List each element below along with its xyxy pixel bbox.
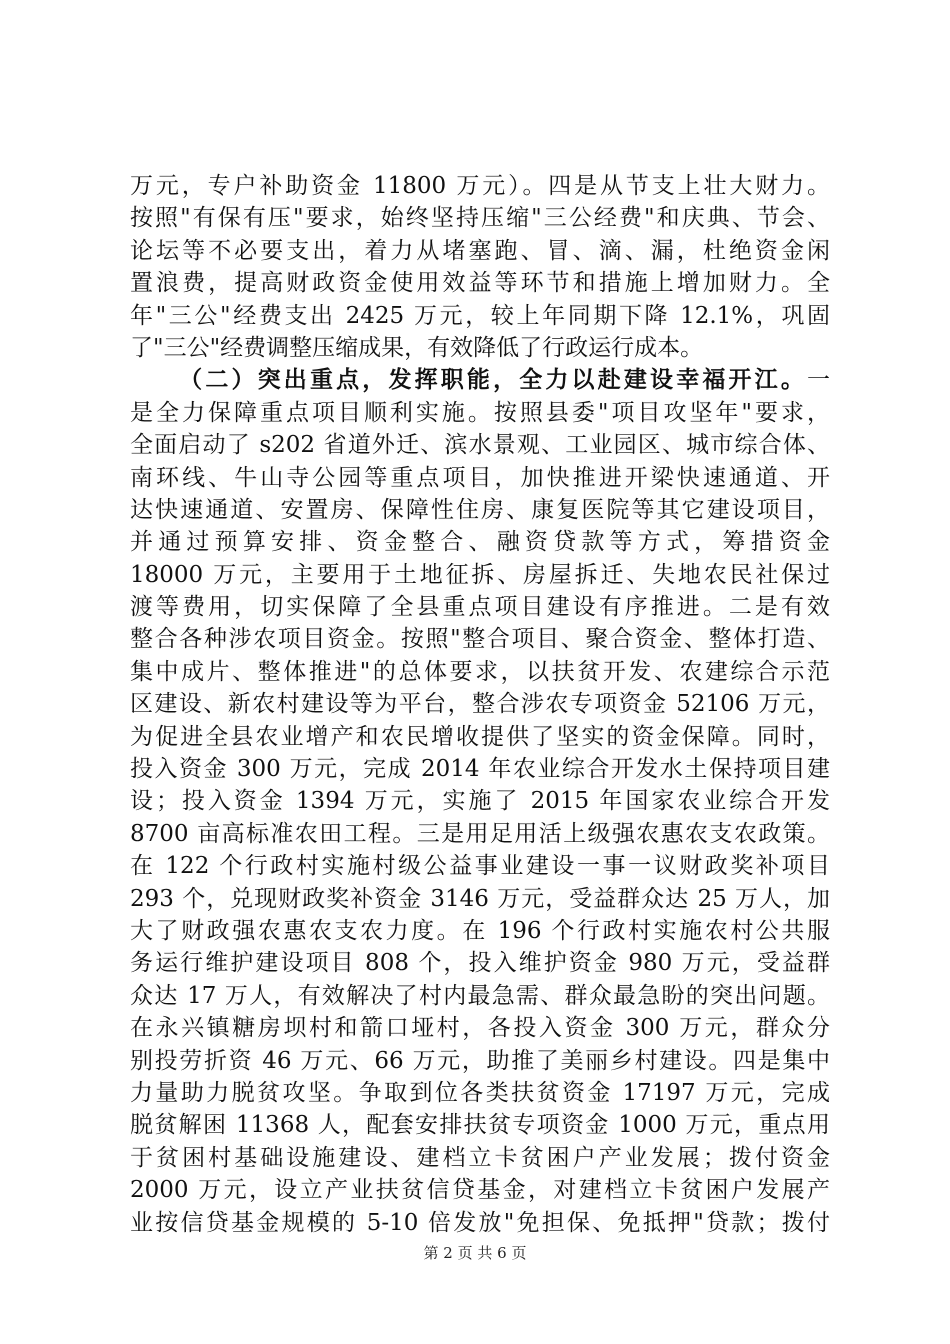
text-line: 并通过预算安排、资金整合、融资贷款等方式，筹措资金 [130,529,830,556]
text-line: 2000 万元，设立产业扶贫信贷基金，对建档立卡贫困户发展产 [130,1177,830,1204]
text-line: 力量助力脱贫攻坚。争取到位各类扶贫资金 17197 万元，完成 [130,1079,830,1106]
body-text [130,170,830,1239]
text-line: 8700 亩高标准农田工程。三是用足用活上级强农惠农支农政策。 [130,820,830,847]
text-line: 在永兴镇糖房坝村和箭口垭村，各投入资金 300 万元，群众分 [130,1015,830,1042]
text-line: 整合各种涉农项目资金。按照"整合项目、聚合资金、整体打造、 [130,626,830,653]
text-line: 脱贫解困 11368 人，配套安排扶贫专项资金 1000 万元，重点用 [130,1112,830,1139]
section-heading: （二）突出重点，发挥职能，全力以赴建设幸福开江。 [176,366,807,394]
text-line: 渡等费用，切实保障了全县重点项目建设有序推进。二是有效 [130,594,830,621]
text-line: 务运行维护建设项目 808 个，投入维护资金 980 万元，受益群 [130,950,830,977]
text-line: 集中成片、整体推进"的总体要求，以扶贫开发、农建综合示范 [130,658,830,685]
text-line: 万元，专户补助资金 11800 万元）。四是从节支上壮大财力。 [130,173,830,199]
text-line: 在 122 个行政村实施村级公益事业建设一事一议财政奖补项目 [130,853,830,880]
text-line: 于贫困村基础设施建设、建档立卡贫困户产业发展；拨付资金 [130,1144,830,1171]
text-line: 论坛等不必要支出，着力从堵塞跑、冒、滴、漏，杜绝资金闲 [130,237,830,264]
text-line: 293 个，兑现财政奖补资金 3146 万元，受益群众达 25 万人，加 [130,885,830,912]
text-line: 业按信贷基金规模的 5-10 倍发放"免担保、免抵押"贷款；拨付 [130,1209,830,1236]
text-line: 别投劳折资 46 万元、66 万元，助推了美丽乡村建设。四是集中 [130,1047,830,1074]
text-line: 年"三公"经费支出 2425 万元，较上年同期下降 12.1%，巩固 [130,302,830,329]
page-number-footer: 第 2 页 共 6 页 [423,1244,527,1262]
text-line: 南环线、牛山寺公园等重点项目，加快推进开梁快速通道、开 [130,464,830,491]
text-line: 达快速通道、安置房、保障性住房、康复医院等其它建设项目， [130,496,830,523]
text-line: 18000 万元，主要用于土地征拆、房屋拆迁、失地农民社保过 [130,561,830,588]
text-line: 置浪费，提高财政资金使用效益等环节和措施上增加财力。全 [130,270,830,297]
text-line: 为促进全县农业增产和农民增收提供了坚实的资金保障。同时， [130,723,830,750]
text-line: 了"三公"经费调整压缩成果，有效降低了行政运行成本。 [130,334,704,361]
section-heading-line [130,364,830,396]
text-line: 众达 17 万人，有效解决了村内最急需、群众最急盼的突出问题。 [130,982,830,1009]
heading-continuation: 一 [807,367,830,394]
text-line: 是全力保障重点项目顺利实施。按照县委"项目攻坚年"要求， [130,399,830,426]
text-line: 投入资金 300 万元，完成 2014 年农业综合开发水土保持项目建 [130,756,830,783]
text-line: 设；投入资金 1394 万元，实施了 2015 年国家农业综合开发 [130,788,830,815]
text-line: 全面启动了 s202 省道外迁、滨水景观、工业园区、城市综合体、 [130,432,830,459]
text-line: 大了财政强农惠农支农力度。在 196 个行政村实施农村公共服 [130,917,830,944]
text-line: 按照"有保有压"要求，始终坚持压缩"三公经费"和庆典、节会、 [130,205,830,232]
text-line: 区建设、新农村建设等为平台，整合涉农专项资金 52106 万元， [130,691,830,718]
